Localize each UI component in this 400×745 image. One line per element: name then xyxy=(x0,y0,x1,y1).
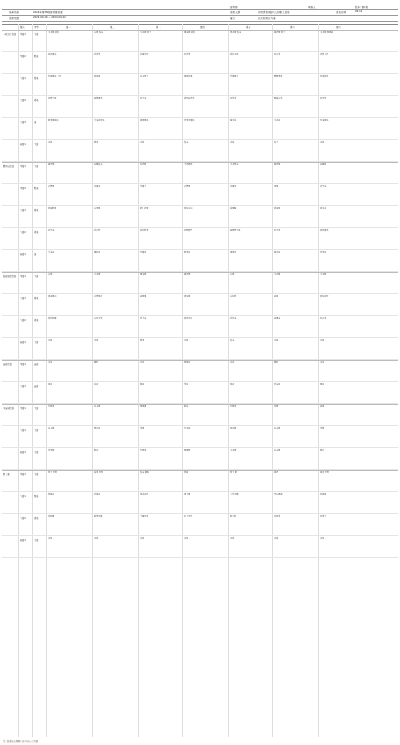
menu-cell: 包子 豆浆 xyxy=(48,472,57,474)
row-divider xyxy=(2,447,398,448)
menu-cell: 拌黄瓜 xyxy=(94,186,101,188)
menu-cell: 鱼香肉丝 xyxy=(140,494,149,496)
menu-cell: 清蒸鱼 xyxy=(274,208,281,210)
menu-cell: 面片 xyxy=(320,450,325,452)
menu-cell: 燕麦粥 包子 xyxy=(274,32,286,34)
menu-cell: 红烧鱼 xyxy=(320,494,327,496)
menu-cell: 菜粥 xyxy=(320,428,325,430)
menu-cell: 紫菜汤 xyxy=(184,252,191,254)
header-divider xyxy=(2,9,398,10)
menu-cell: 馒头 稀饭 xyxy=(140,472,149,474)
menu-cell: 凉拌木耳 xyxy=(230,54,239,56)
meal-seq: 早餐1 xyxy=(20,275,26,278)
menu-cell: 清炒油麦菜 xyxy=(184,98,195,100)
row-divider xyxy=(2,183,398,184)
menu-cell: 凉拌黄瓜 xyxy=(48,54,57,56)
menu-cell: 小米粥 鸡蛋饼 xyxy=(320,32,334,34)
meal-type: 主食 xyxy=(34,143,39,146)
menu-cell: 燕麦粥 xyxy=(184,274,191,276)
menu-cell: 米饭 xyxy=(320,538,325,540)
menu-cell: 番茄炒蛋 xyxy=(184,76,193,78)
menu-cell: 蒸蛋羹 xyxy=(140,296,147,298)
menu-cell: 馄饨 xyxy=(184,406,189,408)
row-divider xyxy=(2,513,398,514)
menu-cell: 小米粥 xyxy=(230,450,237,452)
menu-cell: 烂面条 xyxy=(230,406,237,408)
header-right-value-4: 住院患者/陪护人员/职工食堂 xyxy=(258,11,290,14)
section-label: 流质饮食 xyxy=(3,363,12,366)
meal-type: 主食 xyxy=(34,539,39,542)
menu-cell: 小米粥 花卷 xyxy=(48,32,60,34)
menu-cell: 肉末面 xyxy=(274,428,281,430)
menu-cell: 海带汤 xyxy=(274,252,281,254)
row-divider xyxy=(2,293,398,294)
menu-cell: 米饭 xyxy=(48,538,53,540)
menu-cell: 可乐鸡翅 xyxy=(274,494,283,496)
menu-cell: 米饭 xyxy=(94,538,99,540)
header-divider xyxy=(2,15,398,16)
col-header-mon: 周一 xyxy=(66,26,71,29)
menu-cell: 炒冬瓜 xyxy=(140,318,147,320)
menu-cell: 米饭 xyxy=(184,340,189,342)
meal-type: 汤 xyxy=(34,121,37,124)
menu-cell: 馄饨 xyxy=(94,450,99,452)
menu-cell: 米饭 xyxy=(184,538,189,540)
menu-cell: 清炒时蔬 xyxy=(48,318,57,320)
menu-cell: 炒丝瓜 xyxy=(230,318,237,320)
menu-cell: 烂面条 xyxy=(140,450,147,452)
menu-cell: 小米粥 xyxy=(320,274,327,276)
menu-cell: 炒豆角 xyxy=(320,98,327,100)
row-divider xyxy=(2,51,398,52)
menu-cell: 菌菇汤 xyxy=(94,252,101,254)
menu-cell: 肉末粥 xyxy=(94,406,101,408)
meal-seq: 午餐1 xyxy=(20,385,26,388)
menu-cell: 鸡蛋面 xyxy=(184,450,191,452)
menu-cell: 黑米粥 馒头 xyxy=(230,32,242,34)
menu-cell: 紫菜蛋花汤 xyxy=(48,120,59,122)
menu-cell: 炒西葫芦 xyxy=(184,230,193,232)
header-value-1: 2024年第38周营养餐食谱 xyxy=(33,11,63,14)
col-header-fri: 周五 xyxy=(246,26,251,29)
menu-cell: 白粥 xyxy=(48,274,53,276)
menu-cell: 干煸豆角 xyxy=(140,516,149,518)
header-right-label-3: 版本: 第1版 xyxy=(355,6,369,9)
menu-cell: 炒白菜 xyxy=(320,318,327,320)
menu-cell: 米饭 xyxy=(48,142,53,144)
menu-cell: 燕麦粥 xyxy=(48,164,55,166)
header-divider xyxy=(2,21,398,22)
menu-cell: 拌菠菜 xyxy=(230,186,237,188)
menu-cell: 菜汤 xyxy=(184,384,189,386)
menu-cell: 鱼汤 xyxy=(230,384,235,386)
section-label: 半流质饮食 xyxy=(3,407,14,410)
col-header-thu: 周四 xyxy=(200,26,205,29)
menu-cell: 凉拌秋葵 xyxy=(140,230,149,232)
menu-cell: 水煮鱼片 xyxy=(94,296,103,298)
menu-cell: 糖醋里脊 xyxy=(274,76,283,78)
menu-cell: 小米粥 xyxy=(94,274,101,276)
section-label: 一般治疗饮食 xyxy=(3,33,17,36)
menu-cell: 藕粉 xyxy=(94,362,99,364)
menu-cell: 肉末粥 xyxy=(48,428,55,430)
menu-cell: 菜粥 xyxy=(140,428,145,430)
menu-cell: 白切鸡 xyxy=(94,208,101,210)
menu-cell: 米饭 xyxy=(94,340,99,342)
header-label-2: 适用范围 xyxy=(9,17,20,20)
menu-cell: 蒜蓉菠菜 xyxy=(94,98,103,100)
menu-cell: 拌萝卜丝 xyxy=(320,54,329,56)
meal-seq: 晚餐1 xyxy=(20,253,26,256)
menu-cell: 杂粮馒头 xyxy=(94,164,103,166)
footer-note: 注: 食谱如有调整, 以当日公示为准 xyxy=(3,740,39,743)
menu-cell: 水煮蛋 xyxy=(48,186,55,188)
meal-type: 荤菜 xyxy=(34,297,39,300)
menu-cell: 清蒸鱼 xyxy=(94,76,101,78)
meal-type: 配菜 xyxy=(34,55,39,58)
menu-cell: 鱼肉粥 xyxy=(230,428,237,430)
row-divider xyxy=(2,117,398,118)
menu-cell: 蒸鸡胸 xyxy=(230,208,237,210)
row-divider xyxy=(2,73,398,74)
menu-cell: 蒜蓉西兰花 xyxy=(230,230,241,232)
meal-type: 荤菜 xyxy=(34,495,39,498)
menu-cell: 红烧排骨 xyxy=(320,76,329,78)
meal-type: 主食 xyxy=(34,407,39,410)
menu-cell: 海带汤 xyxy=(230,120,237,122)
section-label: 职工餐 xyxy=(3,473,10,476)
row-divider xyxy=(2,249,398,250)
meal-seq: 晚餐1 xyxy=(20,539,26,542)
menu-cell: 冬瓜排骨汤 xyxy=(94,120,105,122)
meal-type: 流食 xyxy=(34,385,39,388)
menu-cell: 蒸鱼 xyxy=(274,296,279,298)
menu-cell: 包子 粥 xyxy=(230,472,237,474)
meal-seq: 早餐1 xyxy=(20,407,26,410)
menu-cell: 骨头汤 xyxy=(274,384,281,386)
header-value-2: 2024-09-16 ~ 2024-09-22 xyxy=(33,16,66,19)
meal-type: 主食 xyxy=(34,33,39,36)
menu-cell: 鸡汤 xyxy=(140,384,145,386)
menu-cell: 清炒豆苗 xyxy=(184,318,193,320)
meal-type: 主食 xyxy=(34,429,39,432)
row-divider xyxy=(2,425,398,426)
menu-cell: 豆腐干 xyxy=(140,186,147,188)
menu-cell: 荞麦面 xyxy=(140,164,147,166)
menu-cell: 冬瓜汤 xyxy=(48,252,55,254)
meal-type: 素菜 xyxy=(34,319,39,322)
menu-cell: 水煮蛋 xyxy=(184,186,191,188)
menu-cell: 米饭 xyxy=(274,340,279,342)
menu-cell: 米饭 xyxy=(230,142,235,144)
menu-cell: 炒生菜 xyxy=(274,230,281,232)
menu-cell: 烧麦 xyxy=(274,472,279,474)
row-divider xyxy=(2,491,398,492)
menu-cell: 番茄蛋汤 xyxy=(140,120,149,122)
menu-cell: 白粥 馒头 xyxy=(94,32,103,34)
menu-cell: 蛋花汤 xyxy=(184,362,191,364)
menu-cell: 卤牛肉 xyxy=(320,208,327,210)
menu-cell: 辣子鸡 xyxy=(184,494,191,496)
meal-seq: 午餐2 xyxy=(20,231,26,234)
meal-seq: 早餐1 xyxy=(20,33,26,36)
row-divider xyxy=(2,535,398,536)
menu-cell: 面片汤 xyxy=(94,428,101,430)
menu-cell: 清炒菠菜 xyxy=(320,230,329,232)
meal-type: 主食 xyxy=(34,275,39,278)
menu-cell: 炒青菜 xyxy=(94,54,101,56)
menu-cell: 清蒸鸡肉 xyxy=(48,296,57,298)
menu-cell: 饺子 xyxy=(274,142,279,144)
header-label-1: 菜单名称 xyxy=(9,11,20,14)
menu-cell: 玉米粥 包子 xyxy=(140,32,152,34)
menu-cell: 南瓜粥 花卷 xyxy=(184,32,196,34)
menu-cell: 米饭 xyxy=(48,340,53,342)
meal-seq: 午餐2 xyxy=(20,319,26,322)
menu-cell: 清炖排骨 xyxy=(320,296,329,298)
meal-seq: 午餐1 xyxy=(20,209,26,212)
menu-cell: 肉汤 xyxy=(94,384,99,386)
menu-cell: 煎饼 xyxy=(184,472,189,474)
row-divider xyxy=(2,227,398,228)
menu-cell: 鸡蛋羹 xyxy=(140,406,147,408)
meal-seq: 午餐1 xyxy=(20,77,26,80)
menu-cell: 丝瓜蛋汤 xyxy=(320,120,329,122)
section-label: 低盐低脂饮食 xyxy=(3,275,17,278)
meal-seq: 早餐2 xyxy=(20,55,26,58)
meal-seq: 午餐1 xyxy=(20,495,26,498)
menu-cell: 馒头 xyxy=(184,142,189,144)
menu-cell: 卤蛋 xyxy=(274,186,279,188)
section-divider xyxy=(2,404,398,405)
menu-cell: 米汤 xyxy=(48,362,53,364)
col-header-sat: 周六 xyxy=(290,26,295,29)
menu-cell: 蒸蛋 xyxy=(320,406,325,408)
col-header-tue: 周二 xyxy=(110,26,115,29)
menu-cell: 玉米粥 xyxy=(274,274,281,276)
menu-cell: 青菜豆腐汤 xyxy=(184,120,195,122)
section-label: 糖尿病饮食 xyxy=(3,165,14,168)
menu-cell: 烂面条 xyxy=(48,406,55,408)
col-header-type: 类型 xyxy=(34,26,39,29)
header-right-label-4: 适用人群 xyxy=(230,11,241,14)
menu-cell: 土豆牛腩 xyxy=(230,494,239,496)
menu-cell: 红烧鸡块 土豆 xyxy=(48,76,62,78)
meal-seq: 午餐2 xyxy=(20,99,26,102)
menu-cell: 炒西兰花 xyxy=(48,98,57,100)
header-right-value-5: 09-14 xyxy=(355,10,363,13)
menu-cell: 炒时蔬 xyxy=(48,516,55,518)
menu-cell: 米汤 xyxy=(320,362,325,364)
menu-cell: 肉末茄子 xyxy=(140,76,149,78)
menu-cell: 炒冬瓜 xyxy=(140,98,147,100)
menu-cell: 蒸南瓜 xyxy=(274,318,281,320)
menu-cell: 杂粮饭 xyxy=(320,164,327,166)
menu-cell: 米汤 xyxy=(230,362,235,364)
menu-cell: 米饭 xyxy=(140,538,145,540)
header-right-label-1: 营养师 xyxy=(230,6,238,9)
meal-seq: 早餐1 xyxy=(20,473,26,476)
menu-cell: 藕粉 xyxy=(274,362,279,364)
section-divider xyxy=(2,162,398,163)
menu-cell: 白粥 xyxy=(230,274,235,276)
meal-type: 素菜 xyxy=(34,517,39,520)
header-right-label-5: 发布日期 xyxy=(336,11,347,14)
row-divider xyxy=(2,205,398,206)
meal-type: 配菜 xyxy=(34,187,39,190)
row-divider xyxy=(2,95,398,96)
menu-cell: 麻婆豆腐 xyxy=(94,516,103,518)
menu-cell: 炒茄子 xyxy=(320,516,327,518)
menu-cell: 鸡汤 xyxy=(320,384,325,386)
section-divider xyxy=(2,360,398,361)
meal-seq: 午餐1 xyxy=(20,429,26,432)
menu-cell: 清炖牛肉 xyxy=(184,208,193,210)
col-header-wed: 周三 xyxy=(156,26,161,29)
menu-cell: 米饭 xyxy=(320,340,325,342)
meal-type: 荤菜 xyxy=(34,209,39,212)
menu-cell: 米汤 xyxy=(140,362,145,364)
meal-seq: 早餐1 xyxy=(20,165,26,168)
menu-cell: 菜粥 xyxy=(274,406,279,408)
menu-cell: 米饭 xyxy=(230,538,235,540)
menu-cell: 炒芥蓝 xyxy=(94,230,101,232)
meal-type: 主食 xyxy=(34,165,39,168)
meal-seq: 午餐3 xyxy=(20,121,26,124)
header-right-value-6: 以实际供应为准 xyxy=(258,17,276,20)
menu-cell: 炒芹菜 xyxy=(230,98,237,100)
section-divider xyxy=(2,272,398,273)
meal-type: 荤菜 xyxy=(34,77,39,80)
menu-cell: 燕麦粥 xyxy=(274,164,281,166)
meal-seq: 午餐2 xyxy=(20,517,26,520)
menu-cell: 清蒸鲈鱼 xyxy=(48,208,57,210)
menu-cell: 青菜粥 xyxy=(48,450,55,452)
menu-cell: 醋溜白菜 xyxy=(274,98,283,100)
menu-cell: 炒花菜 xyxy=(274,516,281,518)
meal-seq: 早餐2 xyxy=(20,187,26,190)
row-divider xyxy=(2,557,398,558)
col-header-seq: 餐次 xyxy=(20,26,25,29)
menu-cell: 鱼汤 xyxy=(48,384,53,386)
header-right-label-2: 审核人 xyxy=(308,6,316,9)
meal-seq: 晚餐1 xyxy=(20,451,26,454)
menu-cell: 炒苦瓜 xyxy=(48,230,55,232)
menu-cell: 炒白菜 xyxy=(274,54,281,56)
menu-cell: 豆腐汤 xyxy=(140,252,147,254)
menu-cell: 白灼生菜 xyxy=(94,318,103,320)
meal-seq: 午餐1 xyxy=(20,297,26,300)
row-divider xyxy=(2,139,398,140)
col-header-sun: 周日 xyxy=(336,26,341,29)
header-right-label-6: 备注 xyxy=(230,17,236,20)
menu-cell: 拌苦瓜 xyxy=(320,186,327,188)
meal-type: 主食 xyxy=(34,341,39,344)
meal-type: 素菜 xyxy=(34,99,39,102)
menu-cell: 面条 xyxy=(140,340,145,342)
menu-cell: 青菜汤 xyxy=(320,252,327,254)
section-divider xyxy=(2,470,398,471)
menu-cell: 白灼虾 xyxy=(230,296,237,298)
row-divider xyxy=(2,381,398,382)
menu-cell: 回锅肉 xyxy=(48,494,55,496)
menu-cell: 炒豆芽 xyxy=(184,54,191,56)
row-divider xyxy=(2,337,398,338)
meal-type: 流食 xyxy=(34,363,39,366)
meal-type: 主食 xyxy=(34,473,39,476)
menu-cell: 地三鲜 xyxy=(230,516,237,518)
menu-cell: 米饭 xyxy=(320,142,325,144)
menu-cell: 虾仁炒蛋 xyxy=(140,208,149,210)
menu-cell: 米饭 xyxy=(140,142,145,144)
meal-type: 素菜 xyxy=(34,231,39,234)
row-divider xyxy=(2,315,398,316)
menu-cell: 米饭 xyxy=(274,538,279,540)
meal-type: 主食 xyxy=(34,451,39,454)
menu-cell: 油条 豆浆 xyxy=(94,472,103,474)
menu-cell: 面条 xyxy=(94,142,99,144)
menu-cell: 宫保鸡丁 xyxy=(230,76,239,78)
meal-seq: 晚餐1 xyxy=(20,143,26,146)
menu-cell: 肉末粥 xyxy=(274,450,281,452)
menu-cell: 番茄汤 xyxy=(230,252,237,254)
menu-cell: 玉米汤 xyxy=(274,120,281,122)
section-divider xyxy=(2,30,398,31)
meal-seq: 晚餐1 xyxy=(20,341,26,344)
menu-cell: 烂米饭 xyxy=(184,428,191,430)
menu-cell: 玉米窝头 xyxy=(230,164,239,166)
menu-cell: 全麦面包 xyxy=(184,164,193,166)
menu-cell: 清炖鸡 xyxy=(184,296,191,298)
menu-cell: 馒头 xyxy=(230,340,235,342)
menu-cell: 花卷 豆浆 xyxy=(320,472,329,474)
menu-cell: 炒土豆丝 xyxy=(184,516,193,518)
meal-seq: 早餐1 xyxy=(20,363,26,366)
menu-cell: 红烧肉 xyxy=(94,494,101,496)
menu-cell: 拌海带丝 xyxy=(140,54,149,56)
menu-cell: 南瓜粥 xyxy=(140,274,147,276)
meal-type: 汤 xyxy=(34,253,37,256)
